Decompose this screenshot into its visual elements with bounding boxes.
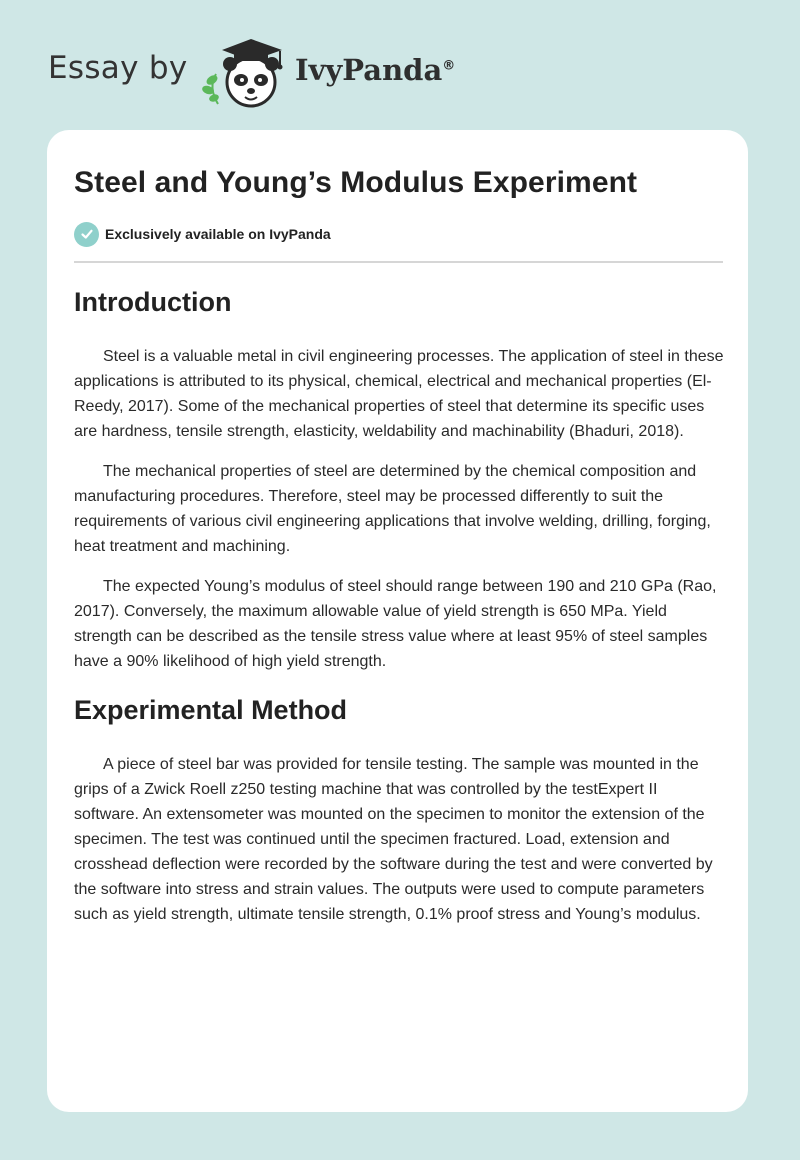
paragraph: The expected Young’s modulus of steel should range between 190 and 210 GPa (Rao, 2017). Conversely, the maximum allowable value of yield strength is 650 MPa. Yield strength can be described as the tensile stress value where at least 95% of steel samples have a 90% likelihood of high yield strength. — [74, 578, 717, 670]
article-body — [74, 278, 726, 927]
site-header — [48, 36, 548, 108]
check-circle-icon — [74, 222, 99, 247]
paragraph: The mechanical properties of steel are determined by the chemical composition and manufacturing procedures. Therefore, steel may be processed differently to suit the requirements of various civil engineering applications that involve welding, drilling, forging, heat treatment and machining. — [74, 463, 711, 555]
essay-card — [47, 130, 748, 1112]
registered-mark: ® — [442, 58, 456, 74]
brand-name-text: IvyPanda — [295, 53, 443, 87]
essay-by-label: Essay by — [48, 50, 188, 86]
section-heading-introduction: Introduction — [74, 287, 232, 317]
brand-name[interactable] — [295, 53, 455, 87]
paragraph: Steel is a valuable metal in civil engineering processes. The application of steel in these applications is attributed to its physical, chemical, electrical and mechanical properties (El-Reedy, 2017). Some of the mechanical properties of steel that determine its specific uses are hardness, tensile strength, elasticity, weldability and machinability (Bhaduri, 2018). — [74, 348, 724, 440]
exclusive-badge-label: Exclusively available on IvyPanda — [105, 226, 331, 242]
exclusive-badge — [74, 221, 331, 247]
title-divider — [74, 261, 723, 263]
paragraph: A piece of steel bar was provided for tensile testing. The sample was mounted in the grips of a Zwick Roell z250 testing machine that was controlled by the testExpert II software. An extensometer was mounted on the specimen to monitor the extension of the specimen. The test was continued until the specimen fractured. Load, extension and crosshead deflection were recorded by the software during the test and were converted by the software into stress and strain values. The outputs were used to compute parameters such as yield strength, ultimate tensile strength, 0.1% proof stress and Young’s modulus. — [74, 756, 713, 923]
panda-graduate-logo-icon[interactable] — [200, 36, 296, 108]
section-heading-experimental-method: Experimental Method — [74, 695, 348, 725]
page-title: Steel and Young’s Modulus Experiment — [74, 166, 638, 199]
